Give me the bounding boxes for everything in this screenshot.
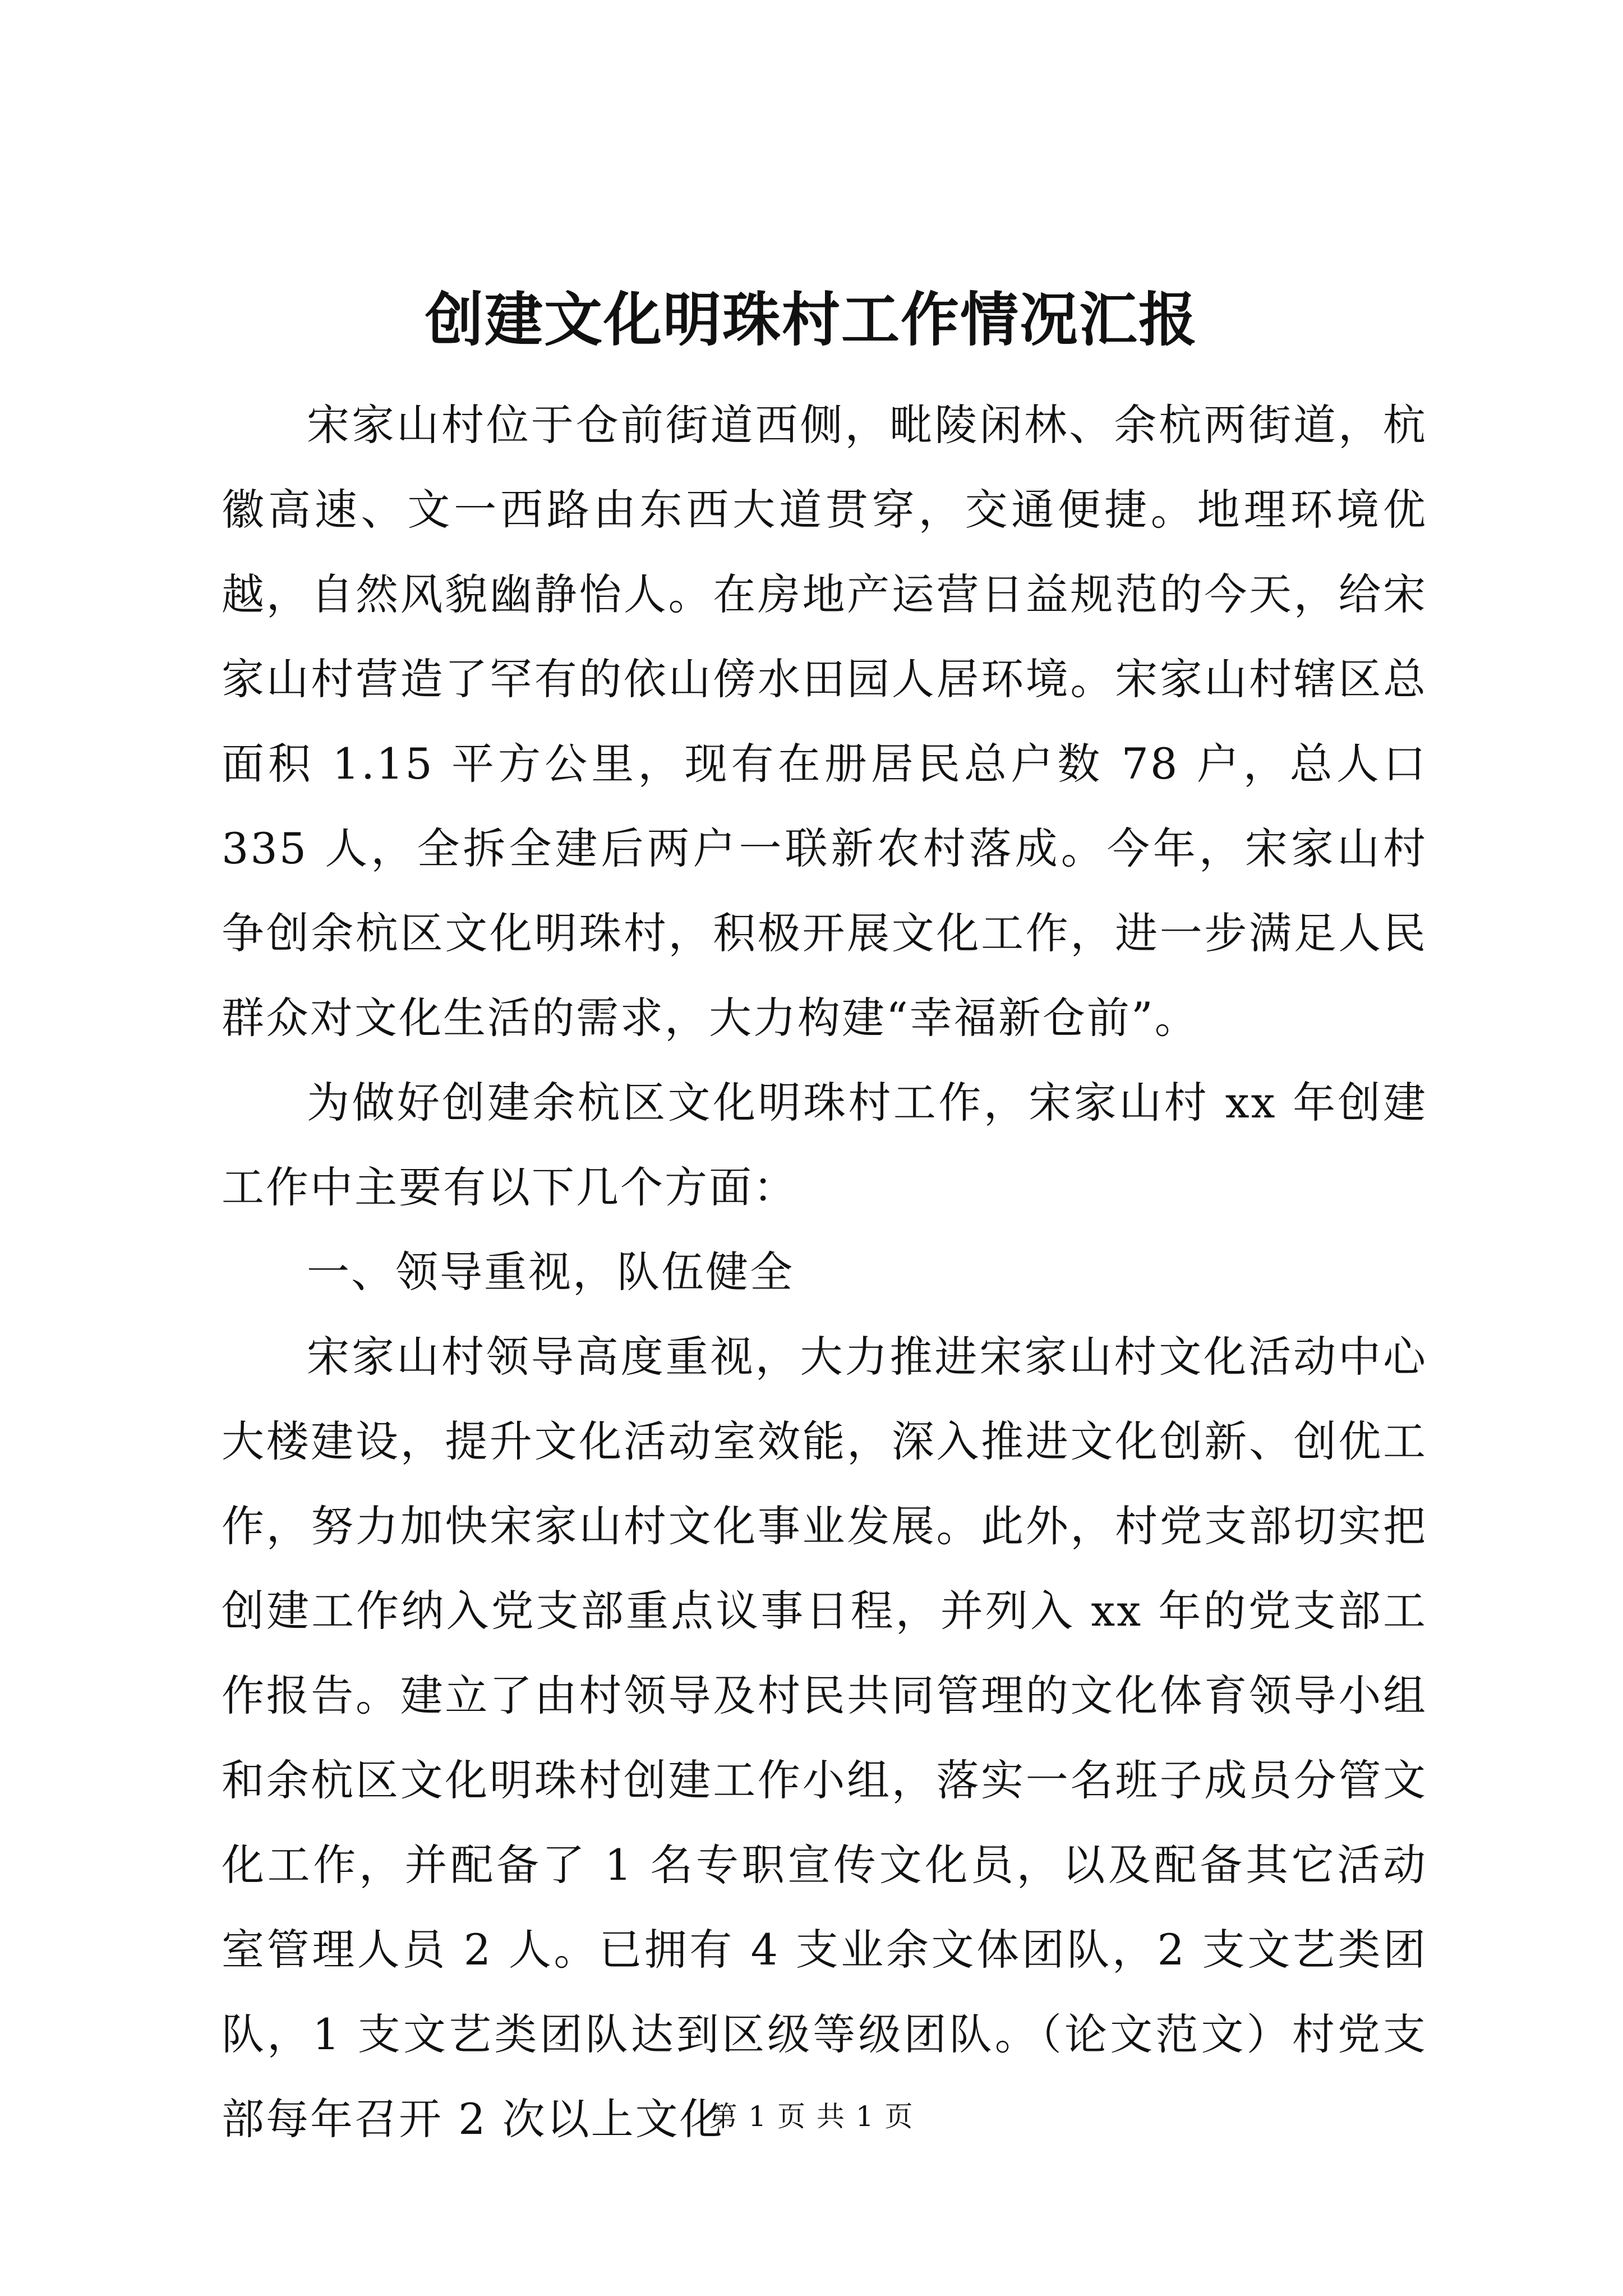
document-title: 创建文化明珠村工作情况汇报 (425, 285, 1198, 354)
section-heading: 一、领导重视，队伍健全 (307, 1247, 794, 1297)
page-footer: 第 1 页 共 1 页 (709, 2100, 914, 2133)
document-body (222, 383, 1427, 2161)
paragraph-overview: 为做好创建余杭区文化明珠村工作，宋家山村 xx 年创建工作中主要有以下几个方面： (222, 1078, 1427, 1212)
paragraph-leadership: 宋家山村领导高度重视，大力推进宋家山村文化活动中心大楼建设，提升文化活动室效能，深入推进文化创新、创优工作，努力加快宋家山村文化事业发展。此外，村党支部切实把创建工作纳入党支部重点议事日程，并列入 xx 年的党支部工作报告。建立了由村领导及村民共同管理的文化体育领导小组和余杭区文化明珠村创建工作小组，落实一名班子成员分管文化工作，并配备了 1 名专职宣传文化员，以及配备其它活动室管理人员 2 人。已拥有 4 支业余文体团队，2 支文艺类团队，1 支文艺类团队达到区级等级团队。（论文范文）村党支部每年召开 2 次以上文化 (222, 1332, 1427, 2144)
paragraph-intro: 宋家山村位于仓前街道西侧，毗陵闲林、余杭两街道，杭徽高速、文一西路由东西大道贯穿，交通便捷。地理环境优越，自然风貌幽静怡人。在房地产运营日益规范的今天，给宋家山村营造了罕有的依山傍水田园人居环境。宋家山村辖区总面积 1.15 平方公里，现有在册居民总户数 78 户，总人口 335 人，全拆全建后两户一联新农村落成。今年，宋家山村争创余杭区文化明珠村，积极开展文化工作，进一步满足人民群众对文化生活的需求，大力构建“幸福新仓前”。 (222, 400, 1427, 1043)
